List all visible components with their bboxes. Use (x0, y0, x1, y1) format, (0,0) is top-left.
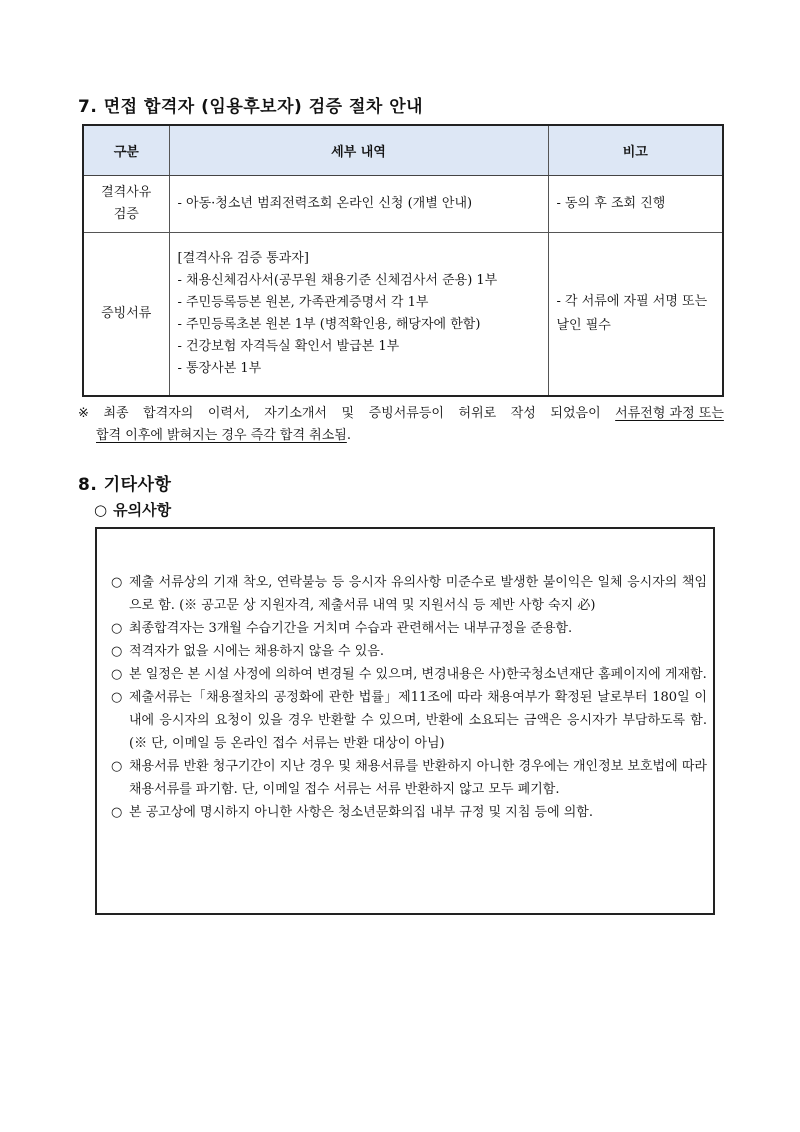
row-details: - 아동·청소년 범죄전력조회 온라인 신청 (개별 안내) (169, 176, 548, 233)
circle-bullet-icon: ○ (111, 644, 123, 659)
footnote-line-1: ※ 최종 합격자의 이력서, 자기소개서 및 증빙서류등이 허위로 작성 되었음이 서류전형 과정 또는 (78, 403, 724, 425)
notice-list (111, 571, 707, 824)
row-remark: - 동의 후 조회 진행 (548, 176, 723, 233)
footnote-underlined-2: 합격 이후에 밝혀지는 경우 즉각 합격 취소됨 (96, 428, 347, 443)
section-8-title: 8. 기타사항 (78, 475, 172, 495)
footnote-underlined-1: 서류전형 과정 또는 (615, 406, 724, 421)
circle-bullet-icon: ○ (111, 621, 123, 636)
list-item: ○ 제출서류는「채용절차의 공정화에 관한 법률」제11조에 따라 채용여부가 확정된 날로부터 180일 이내에 응시자의 요청이 있을 경우 반환할 수 있으며, 반환에 소요되는 금액은 응시자가 부담하도록 함. (※ 단, 이메일 등 온라인 접수 서류는 반환 대상이 아님) (111, 686, 707, 755)
list-item: ○ 적격자가 없을 시에는 채용하지 않을 수 있음. (111, 640, 707, 663)
list-item: ○ 본 공고상에 명시하지 아니한 사항은 청소년문화의집 내부 규정 및 지침 등에 의함. (111, 801, 707, 824)
list-item: ○ 본 일정은 본 시설 사정에 의하여 변경될 수 있으며, 변경내용은 사)한국청소년재단 홈페이지에 게재함. (111, 663, 707, 686)
row-details: [결격사유 검증 통과자] - 채용신체검사서(공무원 채용기준 신체검사서 준용) 1부 - 주민등록등본 원본, 가족관계증명서 각 1부 - 주민등록초본 원본 1부 (병적확인용, 해당자에 한함) - 건강보험 자격득실 확인서 발급본 1부 - 통장사본 1부 (169, 233, 548, 397)
footnote-line-2: 합격 이후에 밝혀지는 경우 즉각 합격 취소됨. (96, 428, 351, 443)
circle-bullet-icon: ○ (111, 759, 123, 774)
circle-bullet-icon: ○ (111, 690, 123, 705)
row-remark: - 각 서류에 자필 서명 또는 날인 필수 (548, 233, 723, 397)
notice-box (95, 527, 715, 915)
circle-bullet-icon: ○ (111, 805, 123, 820)
header-details: 세부 내역 (169, 125, 548, 176)
table-row (83, 176, 723, 233)
notice-subtitle: ○ 유의사항 (94, 501, 172, 519)
header-remarks: 비고 (548, 125, 723, 176)
list-item: ○ 제출 서류상의 기재 착오, 연락불능 등 응시자 유의사항 미준수로 발생한 불이익은 일체 응시자의 책임으로 함. (※ 공고문 상 지원자격, 제출서류 내역 및 지원서식 등 제반 사항 숙지 必) (111, 571, 707, 617)
section-7-title: 7. 면접 합격자 (임용후보자) 검증 절차 안내 (78, 97, 424, 117)
list-item: ○ 채용서류 반환 청구기간이 지난 경우 및 채용서류를 반환하지 아니한 경우에는 개인정보 보호법에 따라 채용서류를 파기함. 단, 이메일 접수 서류는 서류 반환하지 않고 모두 폐기함. (111, 755, 707, 801)
table-row (83, 233, 723, 397)
verification-table (82, 124, 724, 397)
circle-bullet-icon: ○ (111, 575, 123, 590)
circle-bullet-icon: ○ (111, 667, 123, 682)
row-category: 결격사유 검증 (83, 176, 169, 233)
table-header-row (83, 125, 723, 176)
footnote-mark: ※ (78, 406, 89, 421)
footnote (78, 403, 724, 447)
header-category: 구분 (83, 125, 169, 176)
circle-bullet-icon: ○ (94, 501, 108, 519)
row-category: 증빙서류 (83, 233, 169, 397)
list-item: ○ 최종합격자는 3개월 수습기간을 거치며 수습과 관련해서는 내부규정을 준용함. (111, 617, 707, 640)
